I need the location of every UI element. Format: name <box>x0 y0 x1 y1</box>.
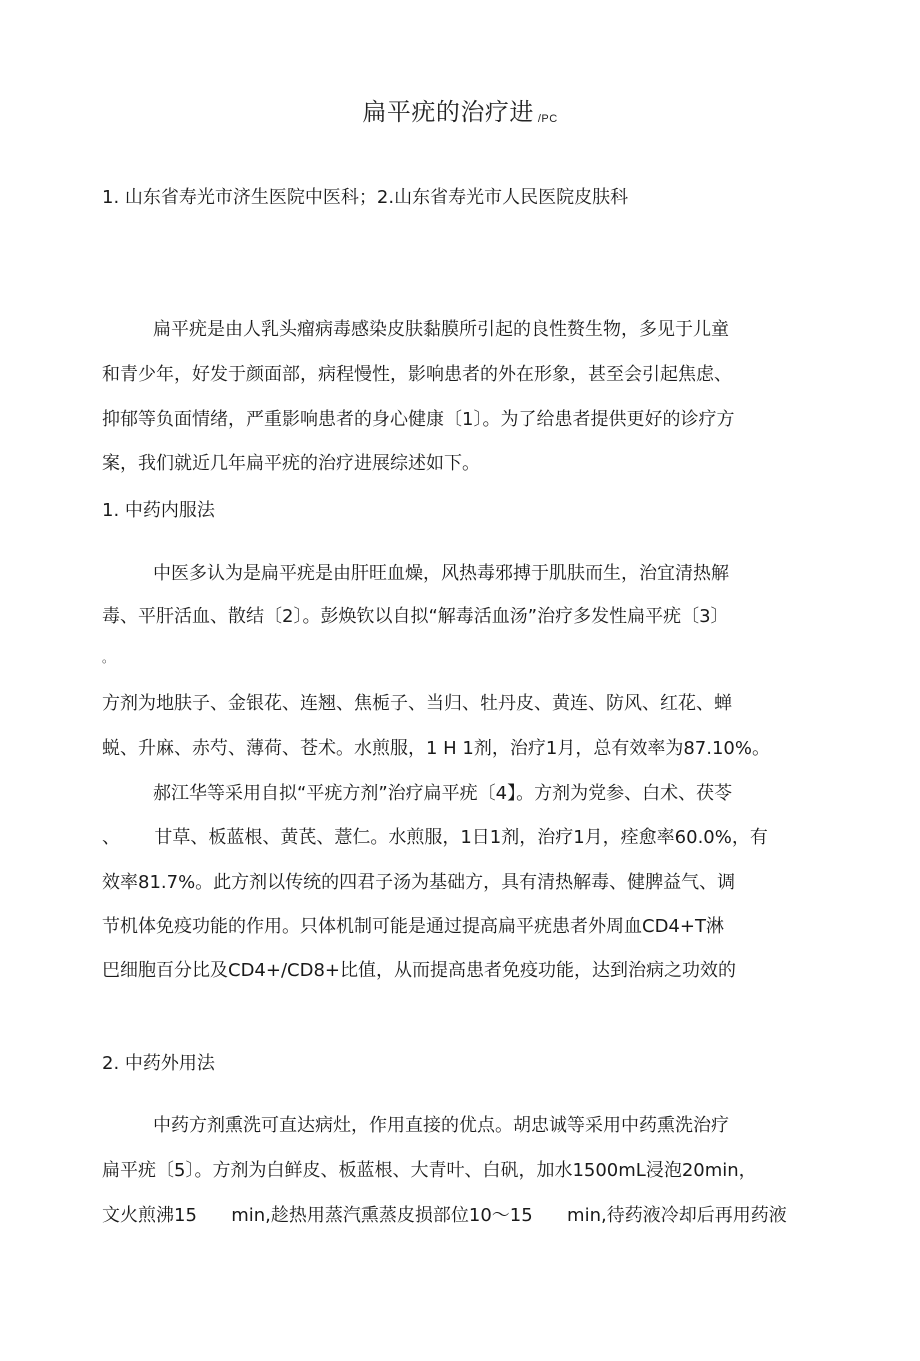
paragraph-line: 方剂为地肤子、金银花、连翘、焦栀子、当归、牡丹皮、黄连、防风、红花、蝉 <box>102 693 732 714</box>
paragraph-line: 扁平疣〔5〕。方剂为白鲜皮、板蓝根、大青叶、白矾，加水1500mL浸泡20min， <box>102 1160 757 1181</box>
paragraph-line: 节机体免疫功能的作用。只体机制可能是通过提高扁平疣患者外周血CD4+T淋 <box>102 916 724 937</box>
document-title <box>0 92 920 127</box>
intro-line: 扁平疣是由人乳头瘤病毒感染皮肤黏膜所引起的良性赘生物，多见于儿童 <box>153 319 729 340</box>
paragraph-line: 。 <box>102 651 115 665</box>
paragraph-line: 巴细胞百分比及CD4+/CD8+比值，从而提高患者免疫功能，达到治病之功效的 <box>102 960 736 981</box>
paragraph-line: 效率81.7%。此方剂以传统的四君子汤为基础方，具有清热解毒、健脾益气、调 <box>102 872 736 893</box>
paragraph-line: 文火煎沸15 min,趁热用蒸汽熏蒸皮损部位10～15 min,待药液冷却后再用药液 <box>102 1205 787 1226</box>
title-suffix: /PC <box>537 113 558 125</box>
intro-line: 案，我们就近几年扁平疣的治疗进展综述如下。 <box>102 453 480 474</box>
intro-line: 和青少年，好发于颜面部，病程慢性，影响患者的外在形象，甚至会引起焦虑、 <box>102 364 732 385</box>
title-text: 扁平疣的治疗进 <box>362 98 534 126</box>
paragraph-line: 郝江华等采用自拟“平疣方剂”治疗扁平疣〔4】。方剂为党参、白术、茯苓 <box>153 783 733 804</box>
section-heading-2: 2. 中药外用法 <box>102 1053 215 1074</box>
paragraph-line: 、 甘草、板蓝根、黄芪、薏仁。水煎服，1日1剂，治疗1月，痊愈率60.0%，有 <box>102 827 768 848</box>
paragraph-line: 毒、平肝活血、散结〔2〕。彭焕钦以自拟“解毒活血汤”治疗多发性扁平疣〔3〕 <box>102 606 729 627</box>
paragraph-line: 中医多认为是扁平疣是由肝旺血燥，风热毒邪搏于肌肤而生，治宜清热解 <box>153 563 729 584</box>
section-heading-1: 1. 中药内服法 <box>102 500 215 521</box>
paragraph-line: 蜕、升麻、赤芍、薄荷、苍术。水煎服，1 H 1剂，治疗1月，总有效率为87.10%。 <box>102 738 770 759</box>
affiliation: 1. 山东省寿光市济生医院中医科；2.山东省寿光市人民医院皮肤科 <box>102 187 629 208</box>
intro-line: 抑郁等负面情绪，严重影响患者的身心健康〔1〕。为了给患者提供更好的诊疗方 <box>102 409 735 430</box>
paragraph-line: 中药方剂熏洗可直达病灶，作用直接的优点。胡忠诚等采用中药熏洗治疗 <box>153 1115 729 1136</box>
